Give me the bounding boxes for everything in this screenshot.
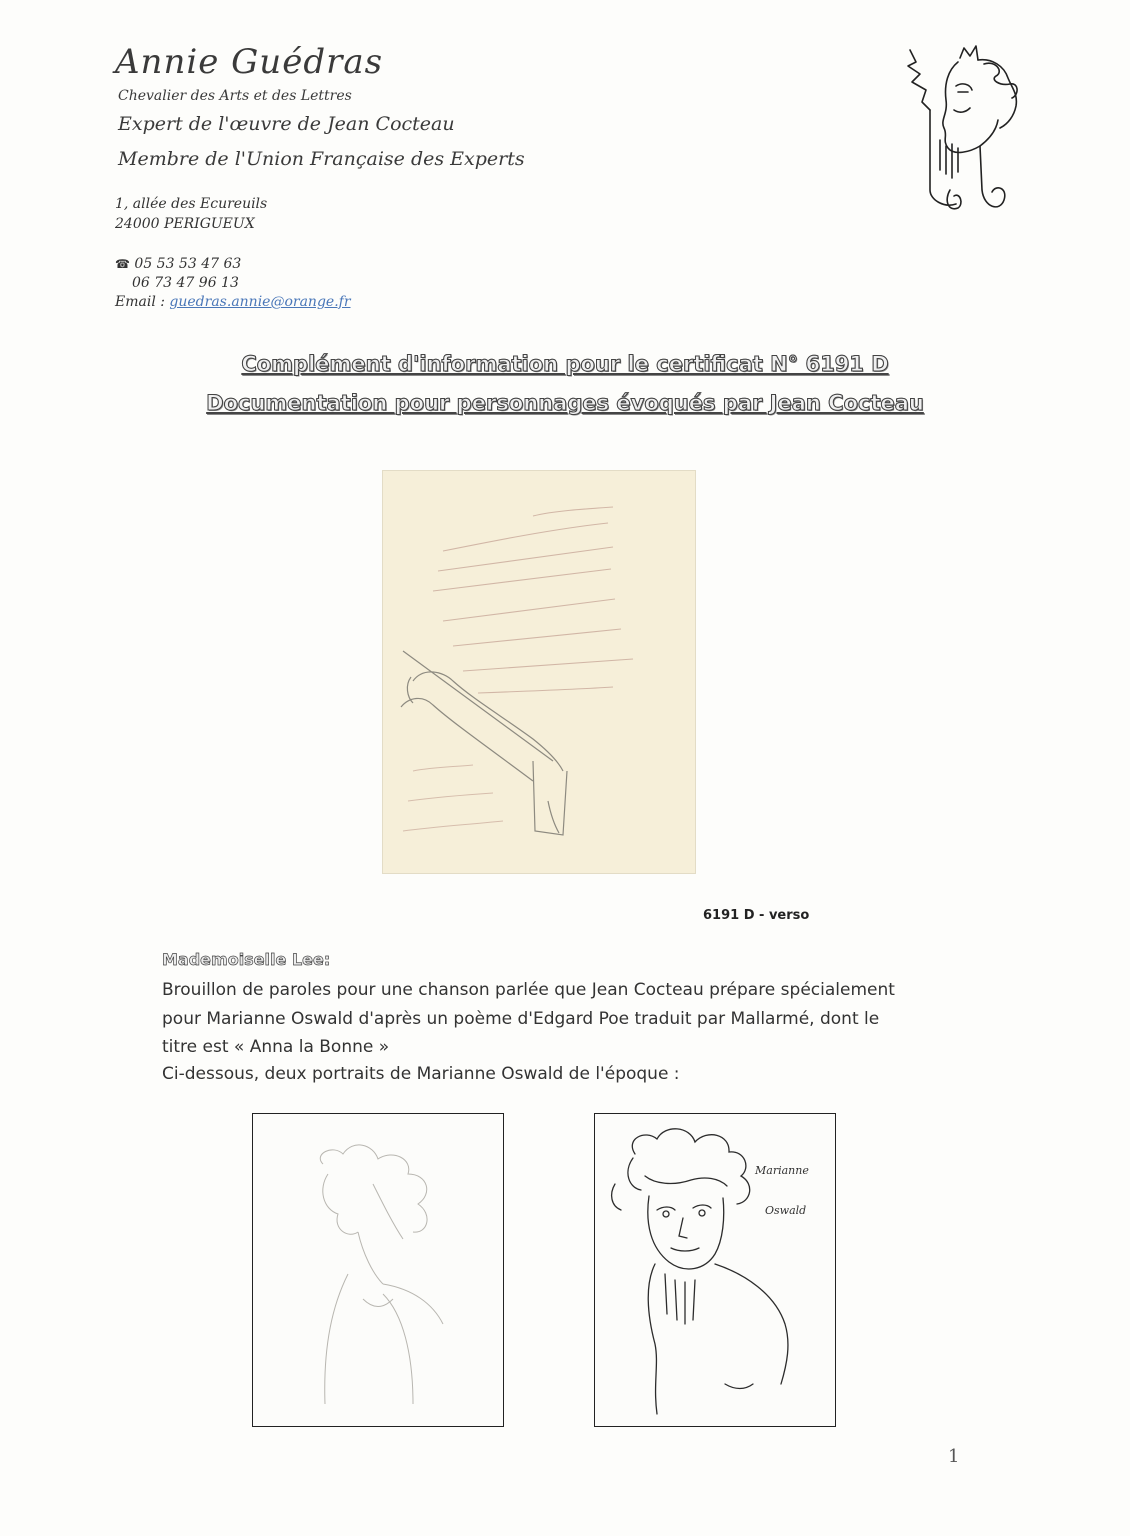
credential-line-2: Expert de l'œuvre de Jean Cocteau bbox=[118, 113, 455, 135]
letterhead-name: Annie Guédras bbox=[115, 42, 384, 82]
section-heading: Mademoiselle Lee: bbox=[162, 950, 331, 969]
paragraph-line-2: pour Marianne Oswald d'après un poème d'Edgard Poe traduit par Mallarmé, dont le bbox=[162, 1009, 880, 1029]
email-row bbox=[115, 294, 351, 310]
hand-sketch-drawing bbox=[383, 471, 695, 873]
paragraph-line-1: Brouillon de paroles pour une chanson parlée que Jean Cocteau prépare spécialement bbox=[162, 980, 895, 1000]
portrait-sketch-faint bbox=[253, 1114, 503, 1426]
credential-line-3: Membre de l'Union Française des Experts bbox=[118, 148, 525, 170]
paragraph-line-4: Ci-dessous, deux portraits de Marianne Oswald de l'époque : bbox=[162, 1064, 680, 1084]
portrait-left-image bbox=[252, 1113, 504, 1427]
address-line-1: 1, allée des Ecureuils bbox=[115, 196, 268, 212]
portrait-sketch-ink bbox=[595, 1114, 835, 1426]
email-label: Email : bbox=[115, 294, 165, 310]
document-title-line-2: Documentation pour personnages évoqués par Jean Cocteau bbox=[206, 391, 924, 415]
portrait-right-image bbox=[594, 1113, 836, 1427]
email-link[interactable]: guedras.annie@orange.fr bbox=[169, 294, 351, 310]
portrait-inscription: Marianne bbox=[755, 1164, 809, 1177]
phone-number-2: 06 73 47 96 13 bbox=[132, 275, 239, 291]
artwork-verso-image bbox=[382, 470, 696, 874]
portrait-inscription: Oswald bbox=[765, 1204, 807, 1217]
phone-row-1 bbox=[115, 256, 241, 272]
cocteau-profile-drawing bbox=[900, 40, 1030, 220]
address-line-2: 24000 PERIGUEUX bbox=[115, 216, 255, 232]
credential-line-1: Chevalier des Arts et des Lettres bbox=[118, 88, 352, 104]
page-number: 1 bbox=[948, 1446, 960, 1467]
phone-number-1: 05 53 53 47 63 bbox=[134, 256, 242, 272]
image-caption: 6191 D - verso bbox=[703, 908, 810, 923]
telephone-icon: ☎ bbox=[115, 257, 130, 271]
document-title-line-1: Complément d'information pour le certificat N° 6191 D bbox=[241, 352, 889, 376]
paragraph-line-3: titre est « Anna la Bonne » bbox=[162, 1037, 390, 1057]
